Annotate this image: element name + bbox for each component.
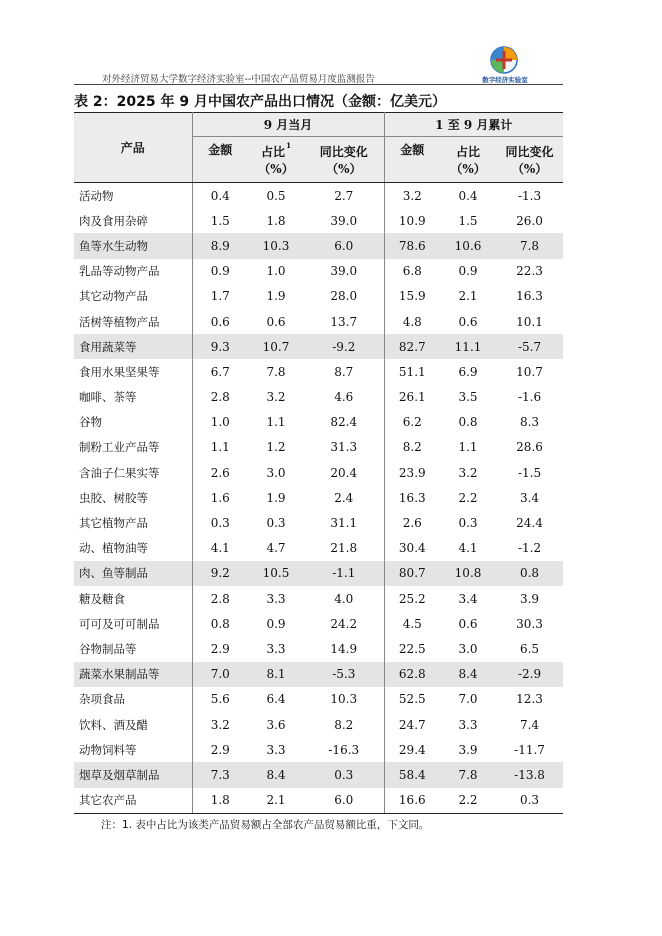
month-yoy-cell: 14.9 bbox=[304, 636, 384, 661]
product-name-cell: 乳品等动物产品 bbox=[74, 259, 192, 284]
month-share-cell: 4.7 bbox=[266, 541, 286, 556]
cum-share-cell: 1.5 bbox=[458, 213, 478, 228]
cum-share-cell: 3.2 bbox=[458, 465, 478, 480]
cum-amount-cell: 25.2 bbox=[398, 591, 426, 606]
table-row bbox=[74, 712, 563, 737]
month-share-cell: 1.9 bbox=[266, 490, 286, 505]
month-amount-cell: 2.9 bbox=[210, 641, 230, 656]
product-name-cell: 糖及糖食 bbox=[74, 586, 192, 611]
month-yoy-cell: 0.3 bbox=[304, 762, 384, 787]
cum-yoy-cell: 3.9 bbox=[519, 591, 540, 606]
table-row bbox=[74, 485, 563, 510]
month-amount-cell: 0.9 bbox=[210, 264, 230, 279]
header-divider bbox=[74, 84, 563, 85]
month-yoy-cell: 6.0 bbox=[304, 788, 384, 814]
cum-amount-cell: 78.6 bbox=[384, 233, 440, 258]
cum-amount-cell: 16.6 bbox=[384, 788, 440, 814]
month-yoy-cell: 39.0 bbox=[304, 259, 384, 284]
month-amount-cell: 1.8 bbox=[192, 788, 248, 814]
table-row bbox=[74, 385, 563, 410]
month-yoy-cell: 20.4 bbox=[304, 460, 384, 485]
month-yoy-cell: 39.0 bbox=[304, 208, 384, 233]
month-yoy-cell: 21.8 bbox=[304, 536, 384, 561]
month-yoy-cell: 28.0 bbox=[304, 284, 384, 309]
col-header-cum-amount: 金额 bbox=[384, 137, 440, 183]
cum-amount-cell: 4.8 bbox=[402, 314, 422, 329]
product-name-cell: 谷物制品等 bbox=[74, 636, 192, 661]
cum-share-cell: 3.3 bbox=[458, 717, 478, 732]
product-name-cell: 动、植物油等 bbox=[74, 536, 192, 561]
month-amount-cell: 2.6 bbox=[210, 465, 230, 480]
cum-share-cell: 7.8 bbox=[440, 762, 496, 787]
cum-yoy-cell: -5.7 bbox=[496, 334, 563, 359]
month-yoy-cell: 8.2 bbox=[304, 712, 384, 737]
month-share-cell: 8.4 bbox=[248, 762, 304, 787]
table-row bbox=[74, 611, 563, 636]
cum-yoy-cell: 8.3 bbox=[519, 415, 540, 430]
cum-share-cell: 1.1 bbox=[458, 440, 478, 455]
table-row bbox=[74, 334, 563, 359]
cum-share-cell: 0.8 bbox=[458, 415, 478, 430]
cum-yoy-cell: 3.4 bbox=[519, 490, 540, 505]
cum-amount-cell: 3.2 bbox=[402, 188, 422, 203]
month-yoy-cell: 2.7 bbox=[304, 183, 384, 209]
month-yoy-cell: 31.3 bbox=[304, 435, 384, 460]
month-amount-cell: 1.5 bbox=[210, 213, 230, 228]
product-name-cell: 鱼等水生动物 bbox=[74, 233, 192, 258]
cum-yoy-cell: -1.6 bbox=[517, 390, 542, 405]
month-amount-cell: 7.3 bbox=[192, 762, 248, 787]
running-header: 对外经济贸易大学数字经济实验室--中国农产品贸易月度监测报告 bbox=[102, 74, 375, 85]
product-name-cell: 咖啡、茶等 bbox=[74, 385, 192, 410]
table-row bbox=[74, 359, 563, 384]
cum-share-cell: 4.1 bbox=[458, 541, 478, 556]
month-amount-cell: 2.8 bbox=[210, 591, 230, 606]
table-row bbox=[74, 233, 563, 258]
cum-yoy-cell: 12.3 bbox=[516, 692, 543, 707]
product-name-cell: 饮料、酒及醋 bbox=[74, 712, 192, 737]
cum-yoy-cell: 24.4 bbox=[516, 516, 543, 531]
cum-yoy-cell: 7.8 bbox=[496, 233, 563, 258]
month-share-cell: 7.8 bbox=[266, 364, 286, 379]
footnote: 注：1. 表中占比为该类产品贸易额占全部农产品贸易额比重，下文同。 bbox=[101, 819, 430, 831]
cum-amount-cell: 30.4 bbox=[398, 541, 426, 556]
month-share-cell: 0.9 bbox=[266, 616, 286, 631]
cum-share-cell: 0.6 bbox=[458, 314, 478, 329]
month-amount-cell: 9.3 bbox=[192, 334, 248, 359]
cum-share-cell: 0.4 bbox=[458, 188, 478, 203]
month-share-cell: 3.3 bbox=[266, 591, 286, 606]
cum-amount-cell: 58.4 bbox=[384, 762, 440, 787]
month-share-cell: 10.3 bbox=[248, 233, 304, 258]
month-amount-cell: 2.9 bbox=[210, 742, 230, 757]
table-row bbox=[74, 536, 563, 561]
product-name-cell: 其它植物产品 bbox=[74, 510, 192, 535]
col-group-month: 9 月当月 bbox=[192, 113, 384, 137]
cum-share-cell: 0.6 bbox=[458, 616, 478, 631]
cum-amount-cell: 6.8 bbox=[402, 264, 422, 279]
table-body bbox=[74, 183, 563, 814]
table-row bbox=[74, 636, 563, 661]
cum-share-cell: 2.2 bbox=[458, 490, 478, 505]
month-amount-cell: 1.7 bbox=[210, 289, 230, 304]
col-header-product: 产品 bbox=[74, 113, 192, 183]
product-name-cell: 可可及可可制品 bbox=[74, 611, 192, 636]
col-header-cum-yoy: 同比变化 bbox=[496, 137, 563, 161]
cum-amount-cell: 82.7 bbox=[384, 334, 440, 359]
cum-yoy-cell: 7.4 bbox=[519, 717, 540, 732]
month-share-cell: 3.2 bbox=[266, 390, 286, 405]
month-share-cell: 3.3 bbox=[266, 641, 286, 656]
cum-share-cell: 10.8 bbox=[440, 561, 496, 586]
cum-amount-cell: 2.6 bbox=[402, 516, 422, 531]
export-table bbox=[74, 112, 563, 814]
col-header-month-yoy: 同比变化 bbox=[304, 137, 384, 161]
month-yoy-cell: 8.7 bbox=[304, 359, 384, 384]
product-name-cell: 杂项食品 bbox=[74, 687, 192, 712]
month-share-cell: 1.2 bbox=[266, 440, 286, 455]
table-row bbox=[74, 762, 563, 787]
cum-yoy-cell: 22.3 bbox=[516, 264, 543, 279]
cum-yoy-cell: 26.0 bbox=[516, 213, 543, 228]
unit-month-share: （%） bbox=[248, 160, 304, 183]
table-row bbox=[74, 460, 563, 485]
month-share-cell: 8.1 bbox=[248, 662, 304, 687]
month-share-cell: 3.3 bbox=[266, 742, 286, 757]
cum-amount-cell: 22.5 bbox=[398, 641, 426, 656]
product-name-cell: 其它农产品 bbox=[74, 788, 192, 814]
table-row bbox=[74, 208, 563, 233]
cum-yoy-cell: -1.5 bbox=[517, 465, 542, 480]
product-name-cell: 动物饲料等 bbox=[74, 737, 192, 762]
product-name-cell: 活动物 bbox=[74, 183, 192, 209]
cum-amount-cell: 4.5 bbox=[402, 616, 422, 631]
cum-yoy-cell: 0.8 bbox=[496, 561, 563, 586]
month-amount-cell: 1.1 bbox=[210, 440, 230, 455]
table-row bbox=[74, 510, 563, 535]
cum-share-cell: 3.4 bbox=[458, 591, 478, 606]
cum-share-cell: 0.3 bbox=[458, 516, 478, 531]
table-row bbox=[74, 687, 563, 712]
month-share-cell: 1.0 bbox=[266, 264, 286, 279]
product-name-cell: 制粉工业产品等 bbox=[74, 435, 192, 460]
month-amount-cell: 2.8 bbox=[210, 390, 230, 405]
cum-yoy-cell: 10.1 bbox=[516, 314, 543, 329]
month-yoy-cell: 4.0 bbox=[304, 586, 384, 611]
month-amount-cell: 0.8 bbox=[210, 616, 230, 631]
cum-amount-cell: 10.9 bbox=[398, 213, 426, 228]
month-yoy-cell: 82.4 bbox=[304, 410, 384, 435]
month-share-cell: 10.7 bbox=[248, 334, 304, 359]
cum-yoy-cell: 16.3 bbox=[516, 289, 543, 304]
unit-cum-share: （%） bbox=[440, 160, 496, 183]
month-yoy-cell: 13.7 bbox=[304, 309, 384, 334]
cum-amount-cell: 26.1 bbox=[398, 390, 426, 405]
cum-amount-cell: 51.1 bbox=[398, 364, 426, 379]
cum-amount-cell: 15.9 bbox=[398, 289, 426, 304]
cum-amount-cell: 62.8 bbox=[384, 662, 440, 687]
table-row bbox=[74, 561, 563, 586]
month-yoy-cell: -5.3 bbox=[304, 662, 384, 687]
month-share-cell: 10.5 bbox=[248, 561, 304, 586]
product-name-cell: 含油子仁果实等 bbox=[74, 460, 192, 485]
col-header-month-share: 占比$^1$ bbox=[248, 137, 304, 161]
month-amount-cell: 7.0 bbox=[192, 662, 248, 687]
month-amount-cell: 0.3 bbox=[210, 516, 230, 531]
month-amount-cell: 6.7 bbox=[210, 364, 230, 379]
product-name-cell: 其它动物产品 bbox=[74, 284, 192, 309]
month-amount-cell: 1.6 bbox=[210, 490, 230, 505]
cum-amount-cell: 52.5 bbox=[398, 692, 426, 707]
cum-share-cell: 3.9 bbox=[458, 742, 478, 757]
col-header-cum-share: 占比 bbox=[440, 137, 496, 161]
month-yoy-cell: -16.3 bbox=[304, 737, 384, 762]
month-amount-cell: 8.9 bbox=[192, 233, 248, 258]
cum-yoy-cell: 6.5 bbox=[519, 641, 540, 656]
month-share-cell: 6.4 bbox=[266, 692, 286, 707]
cum-share-cell: 0.9 bbox=[458, 264, 478, 279]
cum-share-cell: 3.5 bbox=[458, 390, 478, 405]
month-share-cell: 1.8 bbox=[266, 213, 286, 228]
month-share-cell: 2.1 bbox=[248, 788, 304, 814]
cum-share-cell: 6.9 bbox=[458, 364, 478, 379]
table-title: 表 2：2025 年 9 月中国农产品出口情况（金额：亿美元） bbox=[74, 94, 446, 110]
month-share-cell: 1.1 bbox=[266, 415, 286, 430]
month-yoy-cell: 6.0 bbox=[304, 233, 384, 258]
product-name-cell: 蔬菜水果制品等 bbox=[74, 662, 192, 687]
month-share-cell: 0.6 bbox=[266, 314, 286, 329]
month-yoy-cell: -9.2 bbox=[304, 334, 384, 359]
month-amount-cell: 4.1 bbox=[210, 541, 230, 556]
logo-text: 数字经济实验室 bbox=[482, 76, 528, 84]
cum-yoy-cell: 30.3 bbox=[516, 616, 543, 631]
month-amount-cell: 1.0 bbox=[210, 415, 230, 430]
month-yoy-cell: 4.6 bbox=[304, 385, 384, 410]
product-name-cell: 食用蔬菜等 bbox=[74, 334, 192, 359]
product-name-cell: 活树等植物产品 bbox=[74, 309, 192, 334]
month-amount-cell: 3.2 bbox=[210, 717, 230, 732]
table-row bbox=[74, 410, 563, 435]
cum-yoy-cell: 28.6 bbox=[516, 440, 543, 455]
cum-share-cell: 2.1 bbox=[458, 289, 478, 304]
cum-amount-cell: 23.9 bbox=[398, 465, 426, 480]
cum-yoy-cell: -2.9 bbox=[496, 662, 563, 687]
cum-amount-cell: 80.7 bbox=[384, 561, 440, 586]
cum-yoy-cell: -13.8 bbox=[496, 762, 563, 787]
product-name-cell: 肉及食用杂碎 bbox=[74, 208, 192, 233]
cum-amount-cell: 16.3 bbox=[398, 490, 426, 505]
cum-amount-cell: 6.2 bbox=[402, 415, 422, 430]
month-yoy-cell: 24.2 bbox=[304, 611, 384, 636]
col-group-cumulative: 1 至 9 月累计 bbox=[384, 113, 563, 137]
cum-share-cell: 7.0 bbox=[458, 692, 478, 707]
month-amount-cell: 0.6 bbox=[210, 314, 230, 329]
month-amount-cell: 9.2 bbox=[192, 561, 248, 586]
table-row bbox=[74, 586, 563, 611]
lab-logo bbox=[479, 45, 531, 85]
table-row bbox=[74, 662, 563, 687]
cum-share-cell: 10.6 bbox=[440, 233, 496, 258]
product-name-cell: 谷物 bbox=[74, 410, 192, 435]
month-share-cell: 0.3 bbox=[266, 516, 286, 531]
cum-amount-cell: 24.7 bbox=[398, 717, 426, 732]
cum-share-cell: 8.4 bbox=[440, 662, 496, 687]
month-share-cell: 1.9 bbox=[266, 289, 286, 304]
month-yoy-cell: 2.4 bbox=[304, 485, 384, 510]
cum-amount-cell: 8.2 bbox=[402, 440, 422, 455]
month-share-cell: 3.0 bbox=[266, 465, 286, 480]
col-header-month-amount: 金额 bbox=[192, 137, 248, 183]
product-name-cell: 虫胶、树胶等 bbox=[74, 485, 192, 510]
cum-yoy-cell: 10.7 bbox=[516, 364, 543, 379]
cum-yoy-cell: -11.7 bbox=[514, 742, 545, 757]
month-share-cell: 3.6 bbox=[266, 717, 286, 732]
cum-share-cell: 11.1 bbox=[440, 334, 496, 359]
table-row bbox=[74, 435, 563, 460]
share-footnote-mark: 1 bbox=[286, 141, 291, 150]
month-yoy-cell: 10.3 bbox=[304, 687, 384, 712]
table-row bbox=[74, 788, 563, 814]
table-row bbox=[74, 259, 563, 284]
month-yoy-cell: 31.1 bbox=[304, 510, 384, 535]
unit-cum-yoy: （%） bbox=[496, 160, 563, 183]
cum-share-cell: 2.2 bbox=[440, 788, 496, 814]
cum-amount-cell: 29.4 bbox=[398, 742, 426, 757]
cum-yoy-cell: -1.2 bbox=[517, 541, 542, 556]
unit-month-yoy: （%） bbox=[304, 160, 384, 183]
cum-yoy-cell: 0.3 bbox=[496, 788, 563, 814]
month-yoy-cell: -1.1 bbox=[304, 561, 384, 586]
table-row bbox=[74, 309, 563, 334]
product-name-cell: 烟草及烟草制品 bbox=[74, 762, 192, 787]
month-amount-cell: 0.4 bbox=[210, 188, 230, 203]
globe-logo-icon bbox=[489, 45, 519, 75]
table-row bbox=[74, 284, 563, 309]
month-share-cell: 0.5 bbox=[266, 188, 286, 203]
table-row bbox=[74, 737, 563, 762]
product-name-cell: 肉、鱼等制品 bbox=[74, 561, 192, 586]
product-name-cell: 食用水果坚果等 bbox=[74, 359, 192, 384]
month-amount-cell: 5.6 bbox=[210, 692, 230, 707]
table-row bbox=[74, 183, 563, 209]
cum-share-cell: 3.0 bbox=[458, 641, 478, 656]
cum-yoy-cell: -1.3 bbox=[517, 188, 542, 203]
